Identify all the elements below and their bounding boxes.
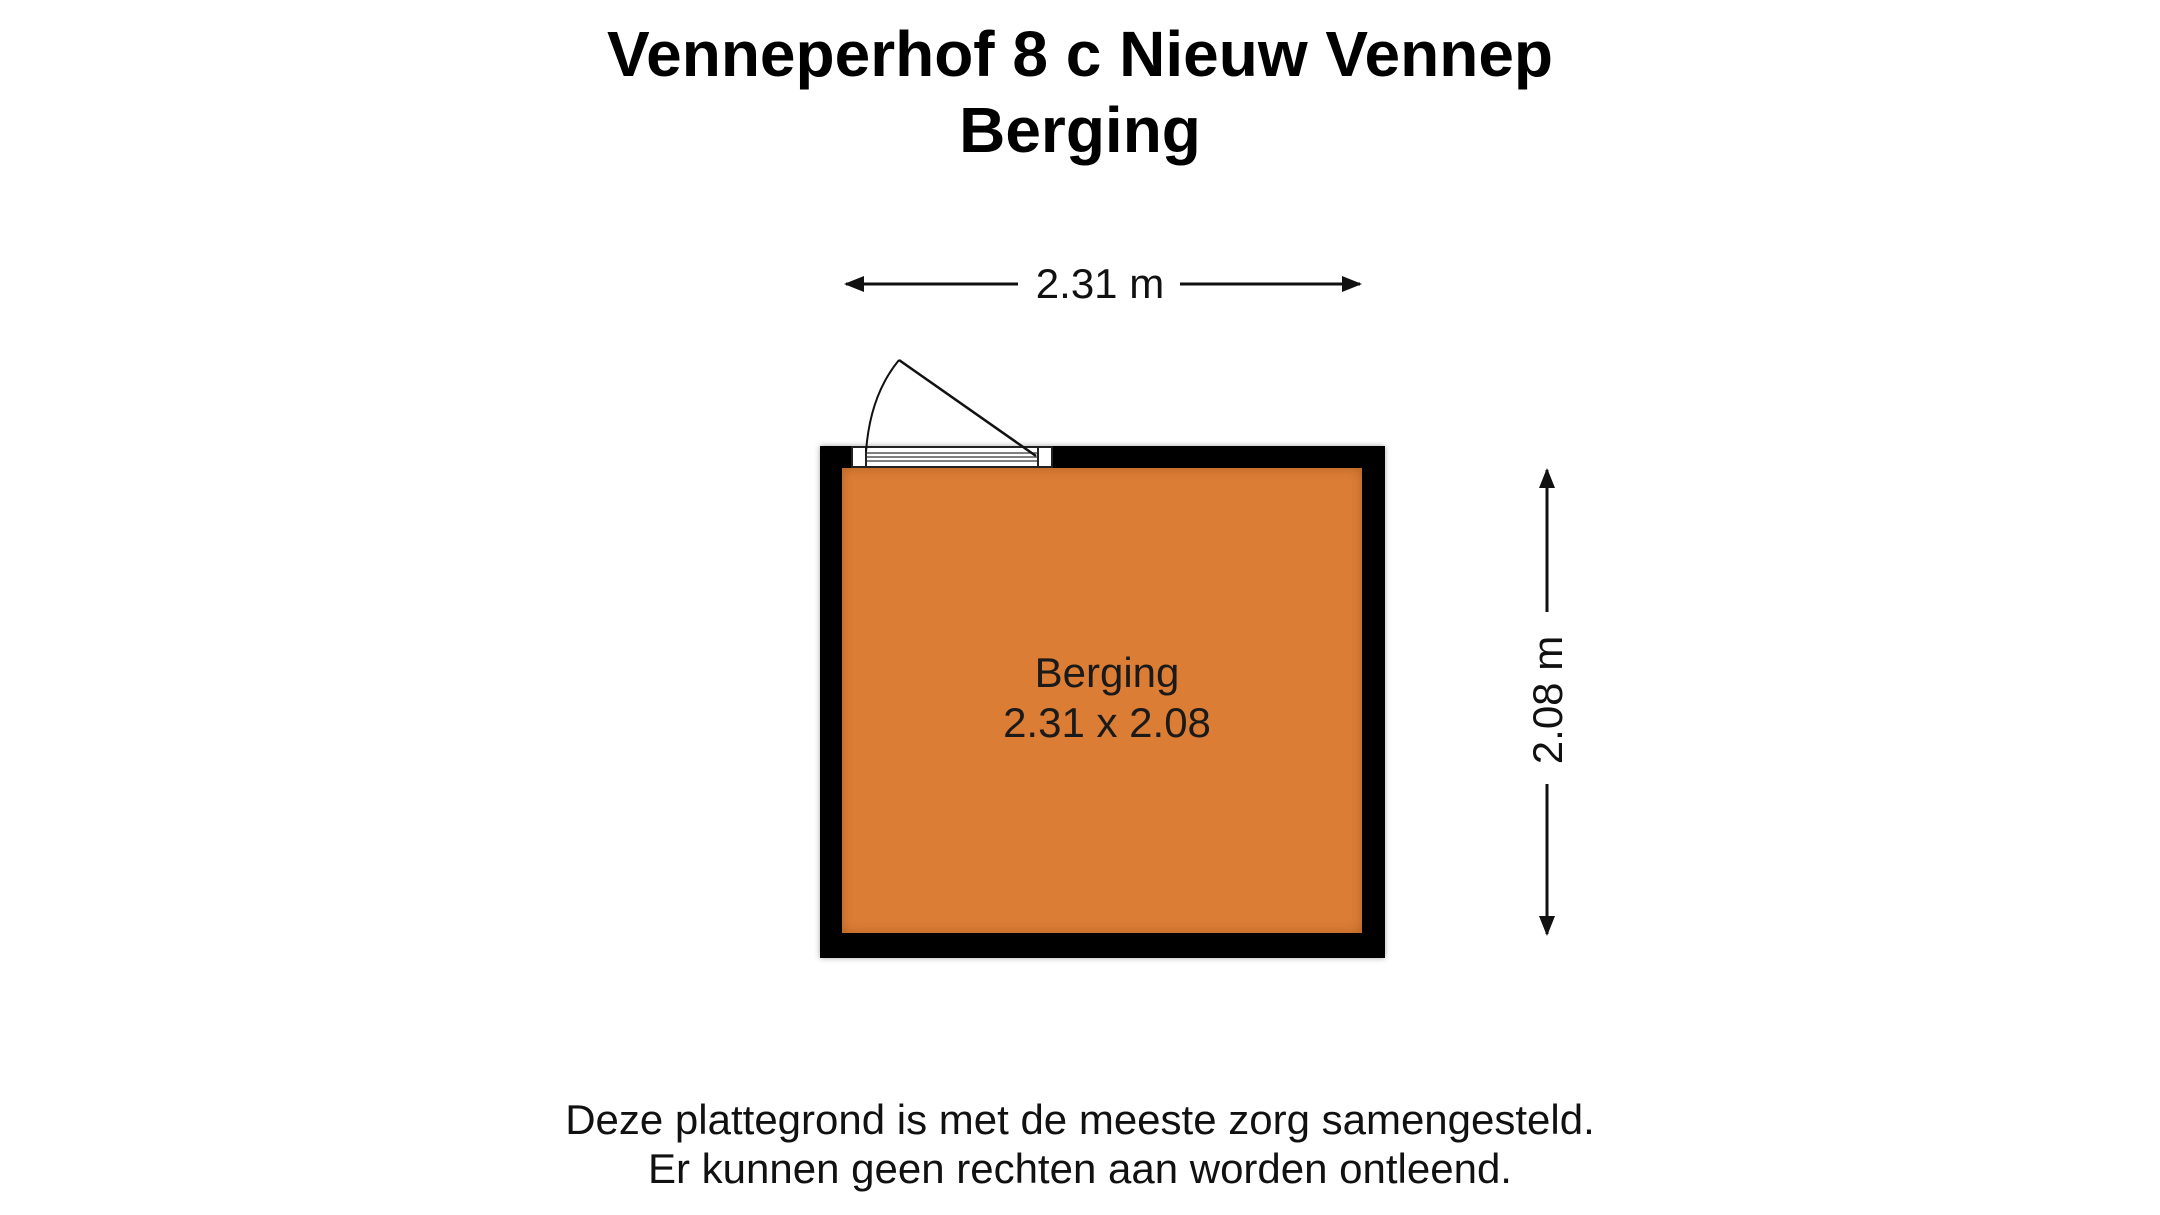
door	[852, 360, 1052, 467]
door-swing-arc	[866, 360, 899, 452]
width-dimension	[846, 260, 1360, 307]
room-name: Berging	[1034, 649, 1180, 696]
room-dimensions: 2.31 x 2.08	[1003, 699, 1211, 746]
height-dimension	[1524, 470, 1571, 934]
page-subtitle: Berging	[959, 94, 1201, 166]
page-title: Venneperhof 8 c Nieuw Vennep	[606, 18, 1554, 90]
width-dimension-label: 2.31 m	[1035, 260, 1165, 307]
door-leaf	[899, 360, 1036, 456]
disclaimer-line-1: Deze plattegrond is met de meeste zorg samengesteld.	[565, 1096, 1595, 1143]
door-jamb-right	[1038, 447, 1052, 467]
height-dimension-label: 2.08 m	[1524, 635, 1571, 765]
door-jamb-left	[852, 447, 866, 467]
disclaimer-line-2: Er kunnen geen rechten aan worden ontleend.	[648, 1145, 1512, 1192]
